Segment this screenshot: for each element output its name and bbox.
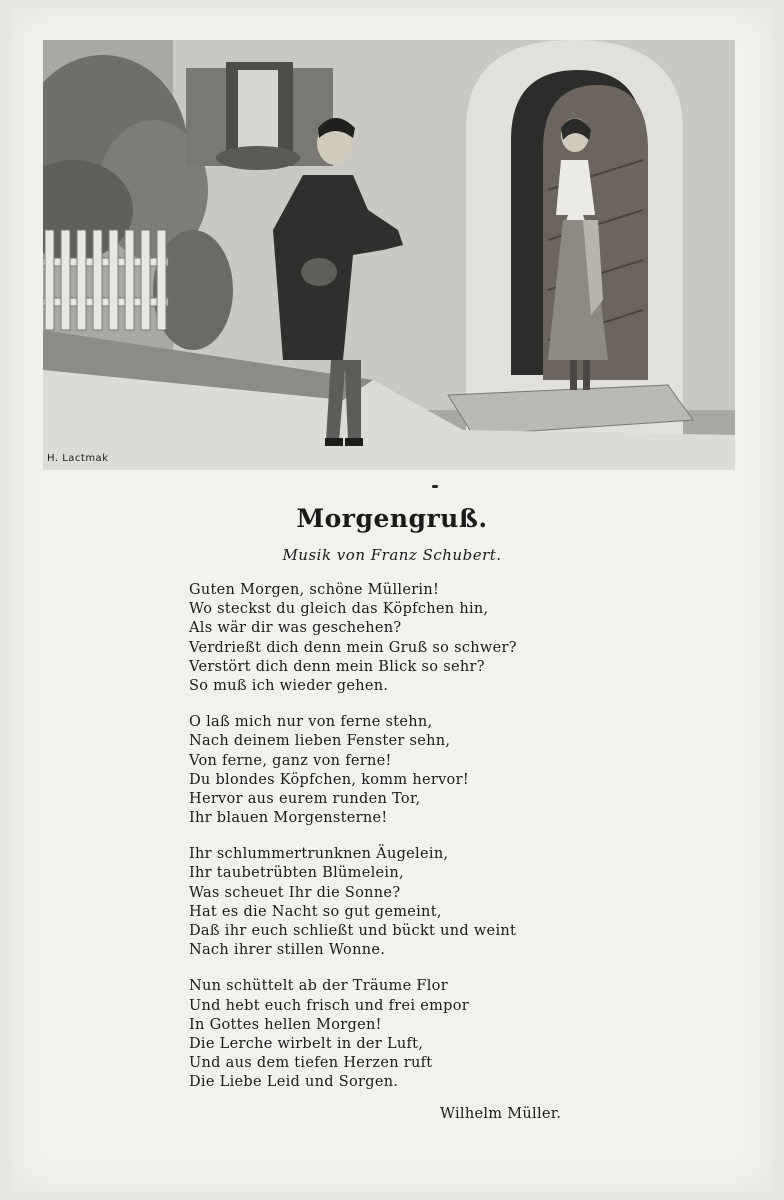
ornament-dot [432,485,438,488]
poem-line: Und hebt euch frisch und frei empor [189,997,469,1014]
poem-subtitle: Musik von Franz Schubert. [282,546,502,564]
poem-line: Ihr blauen Morgensterne! [189,810,388,827]
poem-line: Nach ihrer stillen Wonne. [189,942,386,959]
artist-signature: H. Lactmak [47,453,109,464]
poem-title: Morgengruß. [296,504,488,533]
poem-line: Hat es die Nacht so gut gemeint, [189,903,442,920]
poem-line: Verdrießt dich denn mein Gruß so schwer? [189,639,517,656]
poem-line: Die Liebe Leid und Sorgen. [189,1074,399,1091]
poem-line: Guten Morgen, schöne Müllerin! [189,582,440,598]
illustration [43,40,735,470]
poem-line: Und aus dem tiefen Herzen ruft [189,1055,433,1072]
poem-line: Von ferne, ganz von ferne! [189,752,392,769]
poem-line: Du blondes Köpfchen, komm hervor! [189,771,469,788]
poem-line: In Gottes hellen Morgen! [189,1016,382,1033]
stanza [189,581,629,696]
illustration-scene [43,40,735,470]
poem-line: Verstört dich denn mein Blick so sehr? [189,658,485,675]
poem-body [189,581,629,1110]
poem-line: Ihr schlummertrunknen Äugelein, [189,846,449,863]
stanza [189,977,629,1092]
poem-line: Nach deinem lieben Fenster sehn, [189,733,451,750]
poem-line: Die Lerche wirbelt in der Luft, [189,1035,424,1052]
poem-line: Was scheuet Ihr die Sonne? [189,884,401,901]
author-name: Wilhelm Müller. [440,1106,562,1122]
poem-line: Wo steckst du gleich das Köpfchen hin, [189,601,489,618]
poem-line: So muß ich wieder gehen. [189,677,389,694]
poem-line: Hervor aus eurem runden Tor, [189,790,421,807]
stanza [189,713,629,828]
stanza [189,845,629,960]
poem-line: Nun schüttelt ab der Träume Flor [189,978,448,995]
poem-line: Als wär dir was geschehen? [189,620,402,637]
poem-line: Daß ihr euch schließt und bückt und weint [189,923,517,939]
poem-line: Ihr taubetrübten Blümelein, [189,865,404,882]
poem-line: O laß mich nur von ferne stehn, [189,714,433,731]
